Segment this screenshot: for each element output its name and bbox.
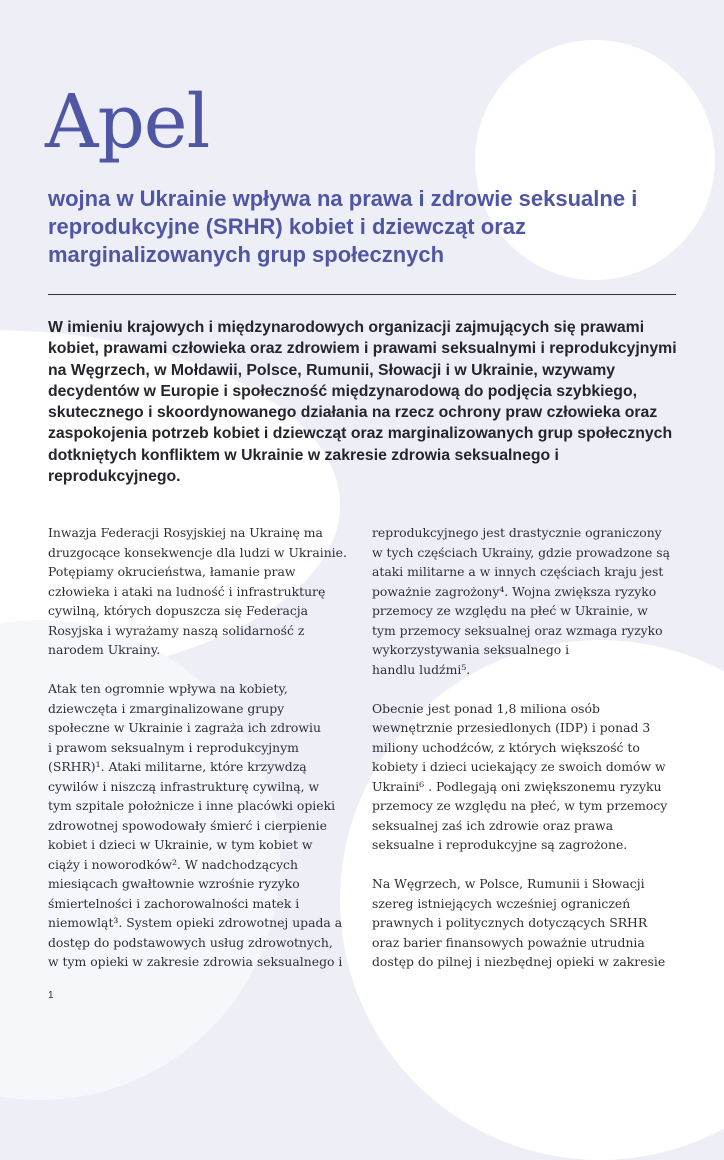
body-paragraph: Obecnie jest ponad 1,8 miliona osób wewnętrznie przesiedlonych (IDP) i ponad 3 miliony uchodźców, z których większość to kobiety i dzieci uciekający ze swoich domów w Ukraini⁶ . Podlegają oni zwiększonemu ryzyku przemocy ze względu na płeć, w tym przemocy seksualnej zaś ich zdrowie oraz prawa seksualne i reprodukcyjne są zagrożone.	[372, 700, 668, 852]
body-paragraph: reprodukcyjnego jest drastycznie ograniczony w tych częściach Ukrainy, gdzie prowadzone są ataki militarne a w innych częściach kraju jest poważnie zagrożony⁴. Wojna zwiększa ryzyko przemocy ze względu na płeć w Ukrainie, w tym przemocy seksualnej oraz wzmaga ryzyko wykorzystywania seksualnego i handlu ludźmi⁵.	[372, 525, 670, 677]
body-paragraph: Inwazja Federacji Rosyjskiej na Ukrainę ma druzgocące konsekwencje dla ludzi w Ukrainie. Potępiamy okrucieństwa, łamanie praw człowieka i ataki na ludność i infrastrukturę cywilną, których dopuszcza się Federacja Rosyjska i wyrażamy naszą solidarność z narodem Ukrainy.	[48, 525, 347, 657]
document-subtitle: wojna w Ukrainie wpływa na prawa i zdrowie seksualne i reprodukcyjne (SRHR) kobiet i dziewcząt oraz marginalizowanych grup społecznych	[48, 186, 638, 267]
document-title: Apel	[45, 79, 210, 165]
left-column	[48, 523, 348, 991]
lead-paragraph: W imieniu krajowych i międzynarodowych organizacji zajmujących się prawami kobiet, prawami człowieka oraz zdrowiem i prawami seksualnymi i reprodukcyjnymi na Węgrzech, w Mołdawii, Polsce, Rumunii, Słowacji i w Ukrainie, wzywamy decydentów w Europie i społeczność międzynarodową do podjęcia szybkiego, skutecznego i skoordynowanego działania na rzecz ochrony praw człowieka oraz zaspokojenia potrzeb kobiet i dziewcząt oraz marginalizowanych grup społecznych dotkniętych konfliktem w Ukrainie w zakresie zdrowia seksualnego i reprodukcyjnego.	[48, 319, 677, 486]
body-paragraph: Atak ten ogromnie wpływa na kobiety, dziewczęta i zmarginalizowane grupy społeczne w Ukrainie i zagraża ich zdrowiu i prawom seksualnym i reprodukcyjnym (SRHR)¹. Ataki militarne, które krzywdzą cywilów i niszczą infrastrukturę cywilną, w tym szpitale położnicze i inne placówki opieki zdrowotnej spowodowały śmierć i cierpienie kobiet i dzieci w Ukrainie, w tym kobiet w ciąży i noworodków². W nadchodzących miesiącach gwałtownie wzrośnie ryzyko śmiertelności i zachorowalności matek i niemowląt³. System opieki zdrowotnej upada a dostęp do podstawowych usług zdrowotnych, w tym opieki w zakresie zdrowia seksualnego i	[48, 681, 343, 969]
right-column	[372, 523, 672, 991]
body-paragraph: Na Węgrzech, w Polsce, Rumunii i Słowacji szereg istniejących wcześniej ograniczeń prawnych i politycznych dotyczących SRHR oraz barier finansowych poważnie utrudnia dostęp do pilnej i niezbędnej opieki w zakresie	[372, 876, 666, 969]
divider	[48, 294, 676, 295]
page-number: 1	[48, 990, 54, 1001]
